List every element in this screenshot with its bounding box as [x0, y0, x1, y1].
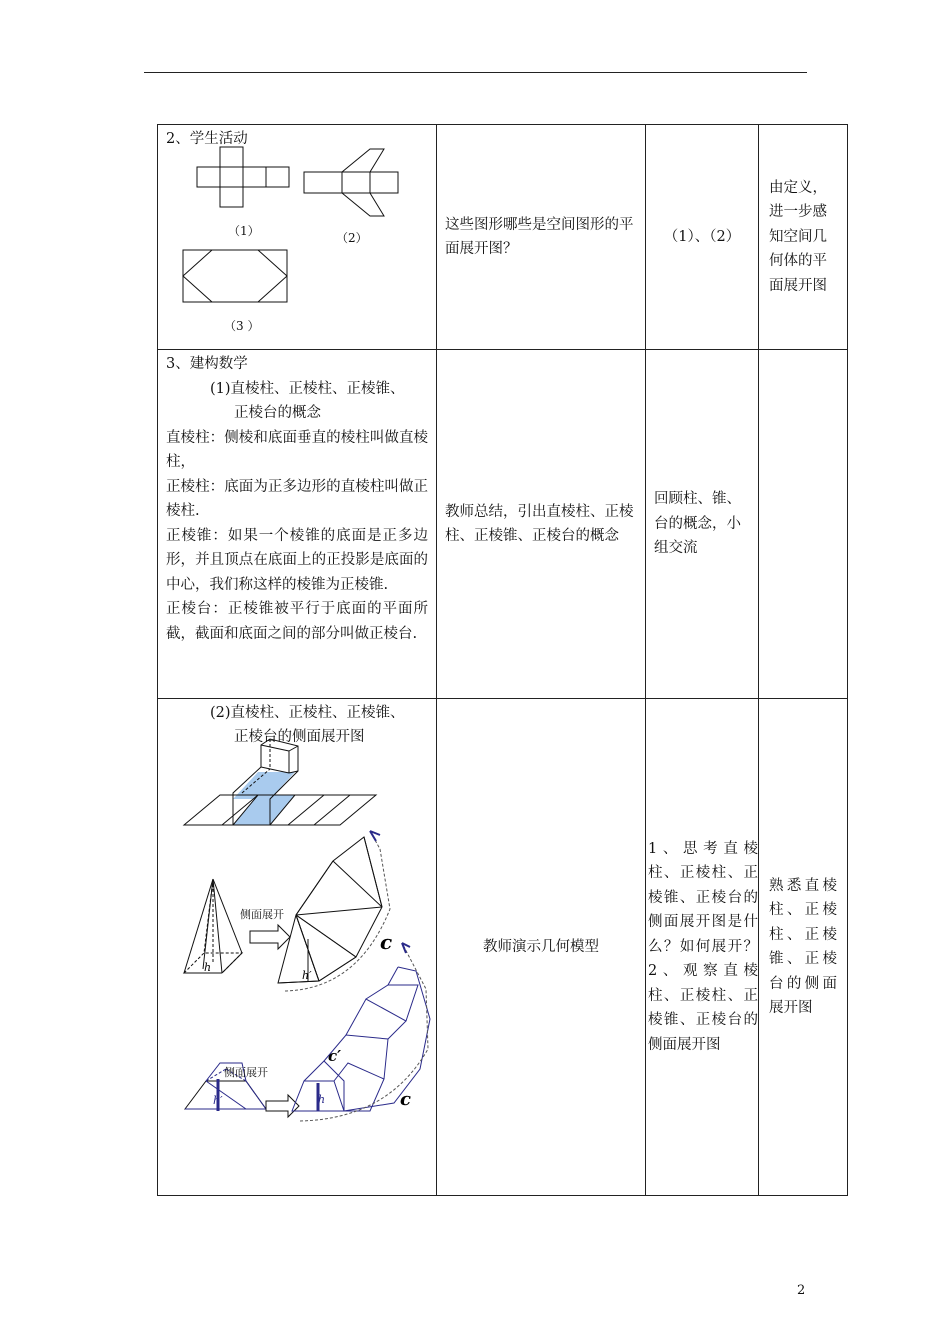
teacher-summary: 教师总结，引出直棱柱、正棱柱、正棱锥、正棱台的概念: [445, 503, 634, 544]
purpose-text: 熟悉直棱柱、正棱柱、正棱锥、正棱台的侧面展开图: [769, 877, 837, 1016]
table-row: [158, 699, 848, 1196]
h-label-frustum: h: [318, 1093, 326, 1106]
h-prime-label-frustum: h′: [213, 1094, 223, 1107]
prism-unfold-figure: [184, 739, 376, 825]
c-prime-label: c′: [328, 1047, 342, 1065]
c-label-2: c: [400, 1089, 411, 1110]
teacher-cell: [437, 125, 646, 350]
h-prime-label: h′: [302, 969, 312, 982]
activity-cell: [158, 699, 437, 1196]
table-row: [158, 350, 848, 699]
subheading-line-1: (1)直棱柱、正棱柱、正棱锥、: [210, 380, 405, 397]
arrow-net-figure: [304, 149, 398, 216]
unfold-arrow-icon: [250, 925, 290, 949]
student-cell: [646, 699, 759, 1196]
student-cell: [646, 350, 759, 699]
purpose-cell: [759, 125, 848, 350]
h-label: h: [204, 961, 212, 974]
header-rule: [144, 72, 807, 73]
student-cell: [646, 125, 759, 350]
section-heading: 3、建构数学: [166, 356, 248, 372]
definition-regular-pyramid: 正棱锥：如果一个棱锥的底面是正多边形，并且顶点在底面上的正投影是底面的中心，我们称这样的棱锥为正棱锥.: [166, 527, 428, 593]
student-activity: 回顾柱、锥、台的概念，小组交流: [654, 491, 741, 557]
net-figures: [158, 125, 436, 349]
teacher-cell: [437, 350, 646, 699]
pyramid-figure: [184, 879, 242, 973]
teacher-demo: 教师演示几何模型: [483, 938, 599, 955]
cube-net-figure: [197, 147, 289, 207]
activity-cell: [158, 350, 437, 699]
pyramid-net-figure: [278, 837, 382, 983]
page-number: 2: [797, 1283, 806, 1298]
teacher-cell: [437, 699, 646, 1196]
figure-label-1: （1）: [228, 224, 260, 238]
definition-right-prism: 直棱柱：侧棱和底面垂直的棱柱叫做直棱柱，: [166, 429, 428, 470]
purpose-cell: [759, 350, 848, 699]
purpose-text: 由定义，进一步感知空间几何体的平面展开图: [769, 179, 827, 294]
lesson-plan-table: [157, 124, 848, 1196]
figure-label-2: （2）: [336, 231, 368, 245]
student-tasks: 1、思考直棱柱、正棱柱、正棱锥、正棱台的侧面展开图是什么？如何展开？2、观察直棱柱、正棱柱、正棱锥、正棱台的侧面展开图: [648, 840, 758, 1053]
unfold-label-2: 侧面展开: [224, 1066, 268, 1079]
unfolding-figures: [158, 699, 436, 1195]
section-heading: 2、学生活动: [166, 131, 248, 147]
figure-label-3: （3 ）: [224, 319, 260, 333]
rhombus-net-figure: [183, 250, 287, 302]
definition-regular-frustum: 正棱台：正棱锥被平行于底面的平面所截，截面和底面之间的部分叫做正棱台.: [166, 601, 428, 642]
subheading-line-1: (2)直棱柱、正棱柱、正棱锥、: [210, 705, 405, 721]
purpose-cell: [759, 699, 848, 1196]
student-answer: （1）、（2）: [663, 228, 741, 245]
subheading-line-2: 正棱台的侧面展开图: [234, 729, 365, 745]
subheading-line-2: 正棱台的概念: [234, 405, 321, 421]
c-label-1: c: [380, 930, 393, 954]
definition-regular-prism: 正棱柱：底面为正多边形的直棱柱叫做正棱柱.: [166, 478, 428, 519]
unfold-label-1: 侧面展开: [240, 908, 284, 921]
activity-cell: [158, 125, 437, 350]
teacher-question: 这些图形哪些是空间图形的平面展开图？: [445, 216, 634, 257]
table-row: [158, 125, 848, 350]
